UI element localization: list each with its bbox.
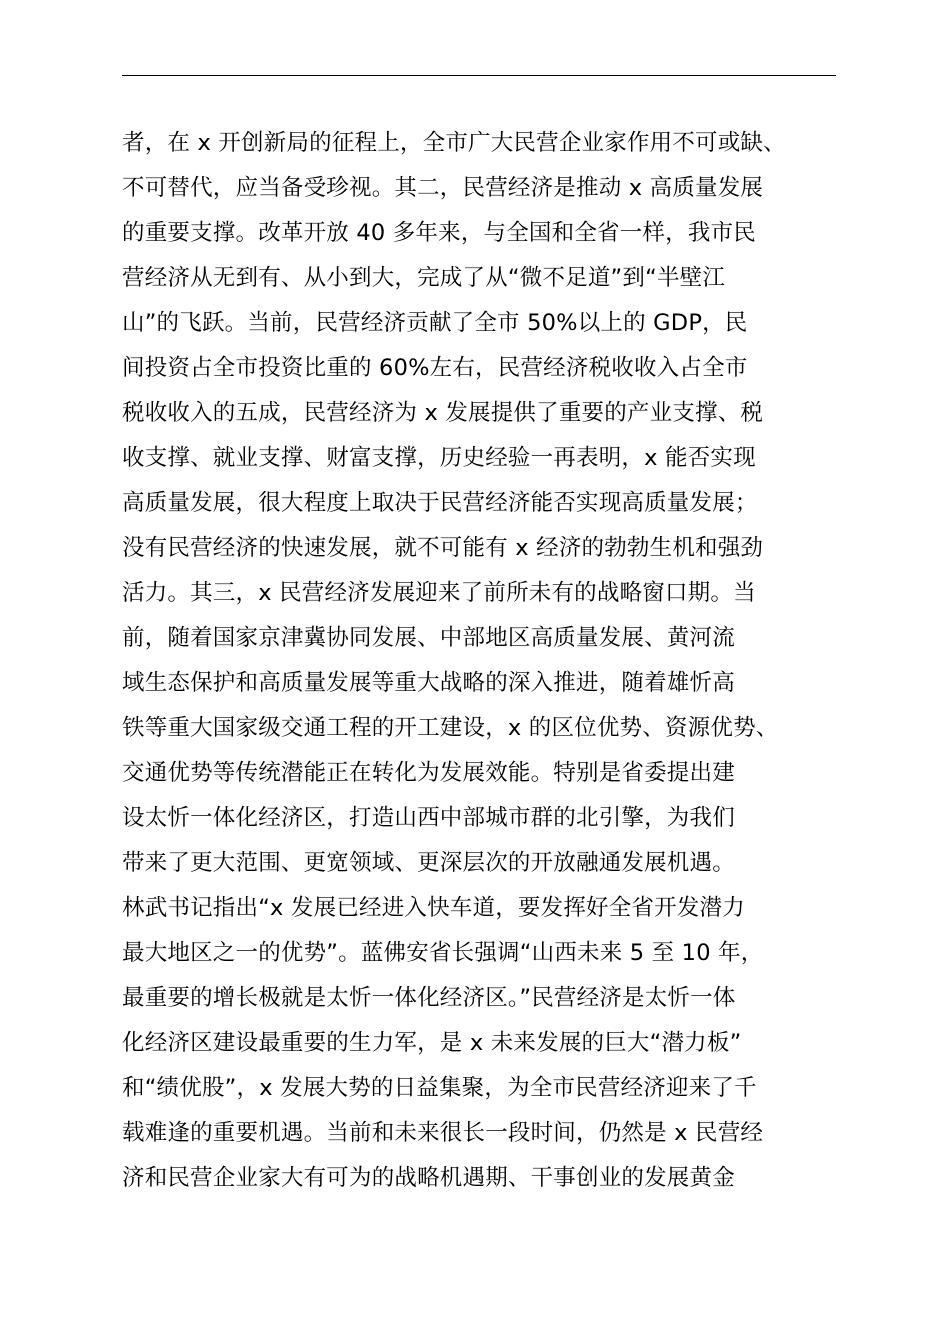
text-line: 不可替代，应当备受珍视。其二，民营经济是推动 x 高质量发展 [122,175,764,201]
text-line: 林武书记指出“x 发展已经进入快车道，要发挥好全省开发潜力 [122,895,745,921]
text-line: 设太忻一体化经济区，打造山西中部城市群的北引擎，为我们 [122,805,735,831]
text-line: 化经济区建设最重要的生力军，是 x 未来发展的巨大“潜力板” [122,1030,742,1056]
text-line: 铁等重大国家级交通工程的开工建设，x 的区位优势、资源优势、 [122,715,779,741]
text-line: 没有民营经济的快速发展，就不可能有 x 经济的勃勃生机和强劲 [122,535,764,561]
text-line: 收支撑、就业支撑、财富支撑，历史经验一再表明，x 能否实现 [122,445,756,471]
text-line: 济和民营企业家大有可为的战略机遇期、干事创业的发展黄金 [122,1165,735,1191]
text-line: 高质量发展，很大程度上取决于民营经济能否实现高质量发展； [122,490,758,516]
text-line: 营经济从无到有、从小到大，完成了从“微不足道”到“半壁江 [122,265,726,291]
text-line: 山”的飞跃。当前，民营经济贡献了全市 50%以上的 GDP，民 [122,310,748,336]
text-line: 前，随着国家京津冀协同发展、中部地区高质量发展、黄河流 [122,625,735,651]
text-line: 的重要支撑。改革开放 40 多年来，与全国和全省一样，我市民 [122,220,756,246]
text-line: 交通优势等传统潜能正在转化为发展效能。特别是省委提出建 [122,760,735,786]
text-line: 和“绩优股”，x 发展大势的日益集聚，为全市民营经济迎来了千 [122,1075,757,1101]
text-line: 税收收入的五成，民营经济为 x 发展提供了重要的产业支撑、税 [122,400,764,426]
text-line: 域生态保护和高质量发展等重大战略的深入推进，随着雄忻高 [122,670,735,696]
text-line: 最重要的增长极就是太忻一体化经济区。”民营经济是太忻一体 [122,985,736,1011]
text-line: 载难逢的重要机遇。当前和未来很长一段时间，仍然是 x 民营经 [122,1120,764,1146]
body-paragraph [122,121,862,1201]
text-line: 最大地区之一的优势”。蓝佛安省长强调“山西未来 5 至 10 年， [122,940,764,966]
header-rule [122,75,836,76]
text-line: 间投资占全市投资比重的 60%左右，民营经济税收收入占全市 [122,355,748,381]
text-line: 者，在 x 开创新局的征程上，全市广大民营企业家作用不可或缺、 [122,130,786,156]
text-line: 活力。其三，x 民营经济发展迎来了前所未有的战略窗口期。当 [122,580,756,606]
text-line: 带来了更大范围、更宽领域、更深层次的开放融通发展机遇。 [122,850,735,876]
